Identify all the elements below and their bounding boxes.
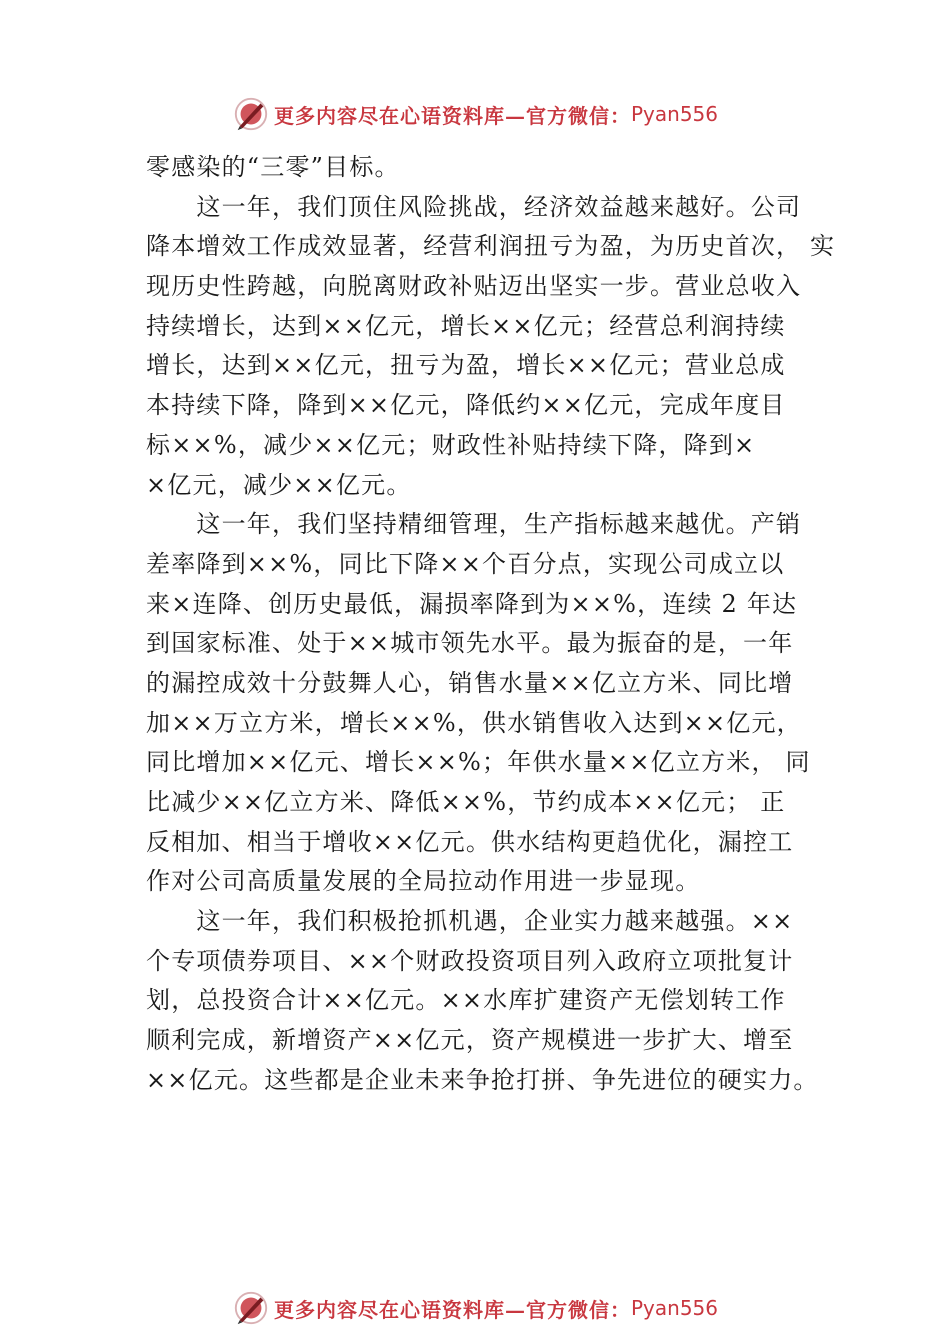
text-line: 这一年，我们坚持精细管理，生产指标越来越优。产销 (146, 510, 802, 539)
banner-separator: —官方微信： (504, 1297, 631, 1322)
text-line: ×亿元，减少××亿元。 (146, 470, 412, 499)
text-line: 增长，达到××亿元，扭亏为盈，增长××亿元；营业总成 (146, 351, 786, 380)
text-line: 到国家标准、处于××城市领先水平。最为振奋的是，一年 (146, 629, 794, 658)
text-line: 零感染的“三零”目标。 (146, 153, 400, 181)
text-line: 现历史性跨越，向脱离财政补贴迈出坚实一步。营业总收入 (146, 272, 802, 301)
pen-logo-icon (232, 95, 270, 133)
text-line: 本持续下降，降到××亿元，降低约××亿元，完成年度目 (146, 391, 786, 420)
text-line: 个专项债券项目、××个财政投资项目列入政府立项批复计 (146, 946, 794, 975)
header-banner (0, 92, 950, 136)
text-line: 这一年，我们顶住风险挑战，经济效益越来越好。公司 (146, 192, 802, 221)
banner-wechat-id: Pyan556 (630, 102, 718, 126)
pen-logo-icon (232, 1289, 270, 1327)
banner-title: 更多内容尽在心语资料库 (273, 1297, 505, 1322)
document-body (146, 148, 836, 1101)
text-line: 作对公司高质量发展的全局拉动作用进一步显现。 (146, 867, 701, 896)
text-line: 降本增效工作成效显著，经营利润扭亏为盈，为历史首次， 实 (146, 232, 836, 261)
text-line: 差率降到××%，同比下降××个百分点，实现公司成立以 (146, 549, 785, 578)
text-line: 划，总投资合计××亿元。××水库扩建资产无偿划转工作 (146, 986, 786, 1015)
banner-wechat-id: Pyan556 (630, 1296, 718, 1320)
text-line: 的漏控成效十分鼓舞人心，销售水量××亿立方米、同比增 (146, 668, 794, 697)
footer-banner (0, 1286, 950, 1330)
banner-separator: —官方微信： (504, 103, 631, 128)
text-line: 这一年，我们积极抢抓机遇，企业实力越来越强。×× (146, 907, 794, 936)
banner-title: 更多内容尽在心语资料库 (273, 103, 505, 128)
text-line: ××亿元。这些都是企业未来争抢打拼、争先进位的硬实力。 (146, 1065, 819, 1094)
text-line: 持续增长，达到××亿元，增长××亿元；经营总利润持续 (146, 311, 786, 340)
text-line: 同比增加××亿元、增长××%；年供水量××亿立方米， 同 (146, 748, 811, 777)
text-line: 顺利完成，新增资产××亿元，资产规模进一步扩大、增至 (146, 1026, 794, 1055)
text-line: 比减少××亿立方米、降低××%，节约成本××亿元； 正 (146, 788, 786, 816)
text-line: 加××万立方米，增长××%，供水销售收入达到××亿元， (146, 708, 802, 737)
text-line: 反相加、相当于增收××亿元。供水结构更趋优化，漏控工 (146, 827, 794, 856)
text-line: 来×连降、创历史最低，漏损率降到为××%，连续 2 年达 (146, 589, 798, 618)
text-line: 标××%，减少××亿元；财政性补贴持续下降，降到× (146, 430, 756, 459)
